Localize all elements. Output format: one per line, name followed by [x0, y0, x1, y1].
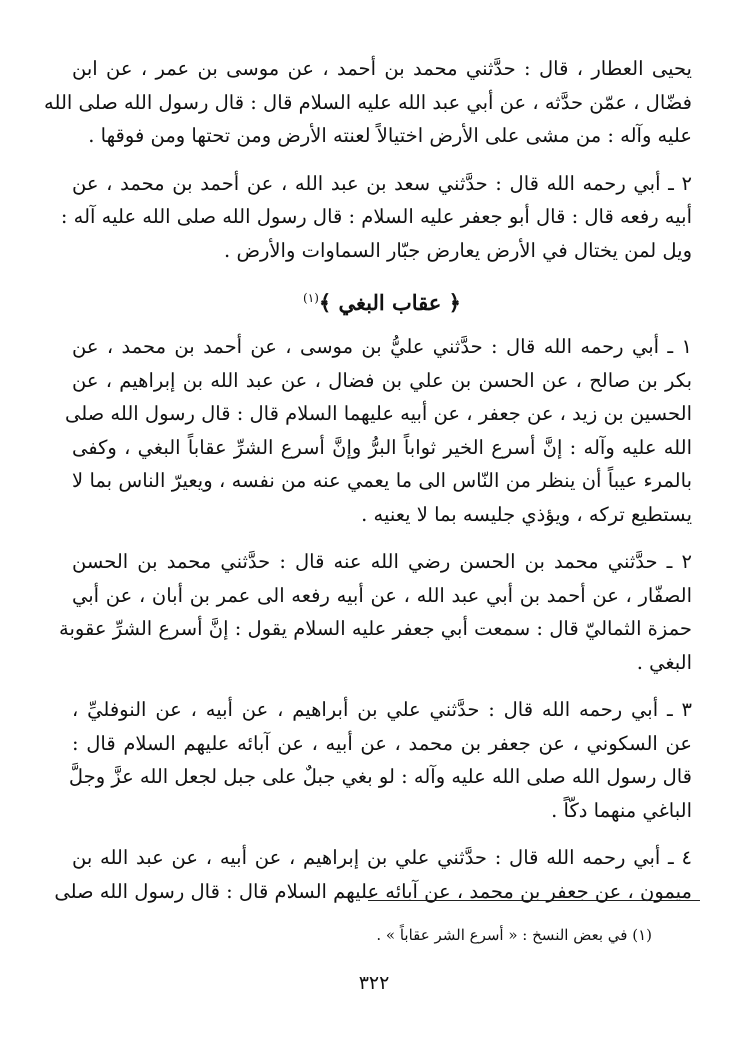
text-line: ١ ـ أبي رحمه الله قال : حدَّثني عليُّ بن موسى ، عن أحمد بن محمد ، عن [72, 335, 692, 358]
heading-text: ﴿ عقاب البغي ﴾ [318, 290, 461, 315]
text-line: عن السكوني ، عن جعفر بن محمد ، عن أبيه ، عن آبائه عليهم السلام قال : [72, 731, 692, 755]
page-body [44, 52, 693, 922]
page-number: ٣٢٢ [358, 972, 390, 994]
section-heading [72, 281, 692, 320]
text-line: يستطيع تركه ، ويؤذي جليسه بما لا يعنيه . [361, 502, 692, 526]
text-line: الحسين بن زيد ، عن جعفر ، عن أبيه عليهما السلام قال : قال رسول الله صلى [64, 402, 692, 425]
text-line: أبيه رفعه قال : قال أبو جعفر عليه السلام : قال رسول الله صلى الله عليه آله : [60, 205, 692, 228]
text-line: ٤ ـ أبي رحمه الله قال : حدَّثني علي بن إبراهيم ، عن أبيه ، عن عبد الله بن [72, 846, 692, 869]
text-line: قال رسول الله صلى الله عليه وآله : لو بغي جبلٌ على جبل لجعل الله عزَّ وجلَّ [68, 765, 692, 788]
text-line: البغي . [636, 650, 692, 674]
text-line: عليه وآله : من مشى على الأرض اختيالاً لعنته الأرض ومن تحتها ومن فوقها . [88, 124, 692, 147]
text-line: بكر بن صالح ، عن الحسن بن علي بن فضال ، عن عبد الله بن إبراهيم ، عن [72, 368, 692, 392]
text-line: ٣ ـ أبي رحمه الله قال : حدَّثني علي بن أبراهيم ، عن أبيه ، عن النوفليِّ ، [72, 698, 692, 721]
footnote-divider [368, 900, 700, 901]
paragraph-2 [60, 167, 692, 268]
text-line: فضّال ، عمّن حدَّثه ، عن أبي عبد الله عليه السلام قال : قال رسول الله صلى الله [44, 90, 692, 114]
text-line: ٢ ـ أبي رحمه الله قال : حدَّثني سعد بن عبد الله ، عن أحمد بن محمد ، عن [72, 171, 692, 195]
hadith-2 [59, 545, 692, 679]
text-line: ٢ ـ حدَّثني محمد بن الحسن رضي الله عنه قال : حدَّثني محمد بن الحسن [72, 550, 692, 573]
hadith-3 [68, 693, 692, 827]
text-line: الباغي منهما دكّاً . [551, 798, 692, 822]
text-line: حمزة الثماليّ قال : سمعت أبي جعفر عليه السلام يقول : إنَّ أسرع الشرِّ عقوبة [59, 617, 692, 640]
text-line: ويل لمن يختال في الأرض يعارض جبّار السماوات والأرض . [224, 238, 692, 262]
text-line: بالمرء عيباً أن ينظر من النّاس الى ما يعمي عنه من نفسه ، ويعيرّ الناس بما لا [72, 469, 692, 492]
hadith-1 [64, 330, 693, 531]
text-line: ميمون ، عن جعفر بن محمد ، عن آبائه عليهم السلام قال : قال رسول الله صلى [54, 879, 692, 903]
text-line: الله عليه وآله : إنَّ أسرع الخير ثواباً البرُّ وإنَّ أسرع الشرِّ عقاباً البغي ، وكفى [72, 435, 693, 459]
text-line: الصفّار ، عن أحمد بن أبي عبد الله ، عن أبيه رفعه الى عمر بن أبان ، عن أبي [72, 583, 692, 607]
footnote-marker: (١) [303, 291, 319, 305]
footnote: (١) في بعض النسخ : « أسرع الشر عقاباً » . [376, 926, 652, 944]
text-line: يحيى العطار ، قال : حدَّثني محمد بن أحمد ، عن موسى بن عمر ، عن ابن [72, 57, 692, 80]
paragraph-1 [44, 52, 692, 153]
hadith-4 [54, 841, 692, 908]
